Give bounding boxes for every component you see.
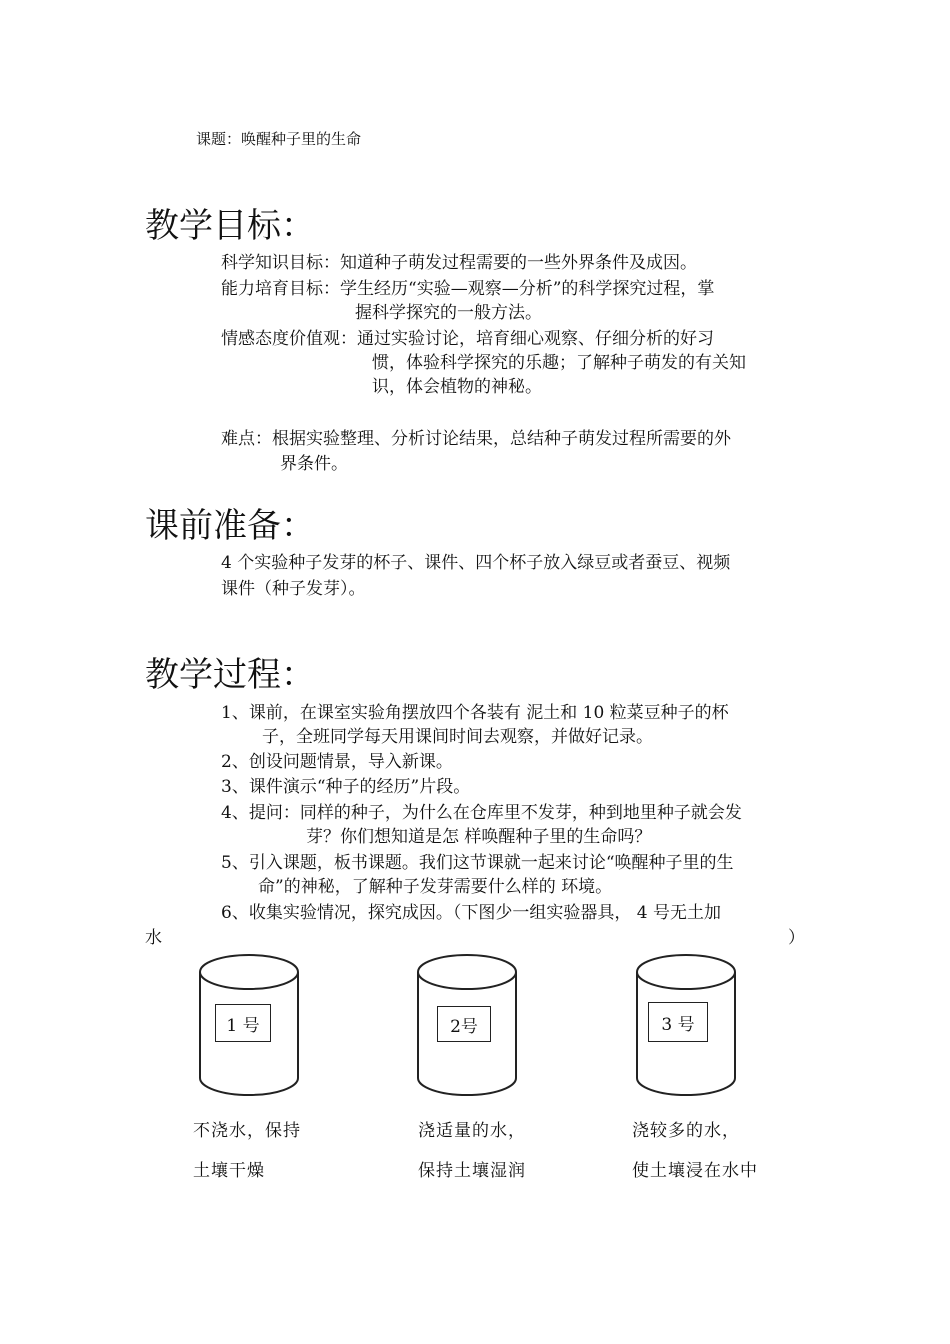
goal-ability-line1: 能力培育目标：学生经历“实验—观察—分析”的科学探究过程，掌 <box>221 279 715 299</box>
difficulty-line1: 难点：根据实验整理、分析讨论结果，总结种子萌发过程所需要的外 <box>221 429 731 449</box>
goal-emotion-line2: 惯，体验科学探究的乐趣；了解种子萌发的有关知 <box>372 353 746 373</box>
difficulty-line2: 界条件。 <box>280 454 348 474</box>
step1-line1: 1、课前，在课室实验角摆放四个各装有 泥土和 10 粒菜豆种子的杯 <box>221 703 729 723</box>
step6-line2-start: 水 <box>145 928 162 948</box>
step5-line2: 命”的神秘，了解种子发芽需要什么样的 环境。 <box>258 877 613 897</box>
process-heading: 教学过程： <box>145 655 315 695</box>
step4-line1: 4、提问：同样的种子，为什么在仓库里不发芽，种到地里种子就会发 <box>221 803 742 823</box>
cup-1-caption-line2: 土壤干燥 <box>193 1161 265 1181</box>
step6-line2-end: ） <box>788 928 805 948</box>
goal-emotion-line3: 识，体会植物的神秘。 <box>372 377 542 397</box>
cup-2-caption-line1: 浇适量的水， <box>418 1121 526 1141</box>
step1-line2: 子，全班同学每天用课间时间去观察，并做好记录。 <box>262 727 653 747</box>
cup-3 <box>632 950 740 1100</box>
step5-line1: 5、引入课题，板书课题。我们这节课就一起来讨论“唤醒种子里的生 <box>221 853 734 873</box>
cup-1-caption-line1: 不浇水，保持 <box>193 1121 301 1141</box>
goal-ability-line2: 握科学探究的一般方法。 <box>355 303 542 323</box>
cup-label: 2号 <box>437 1006 491 1042</box>
step4-line2: 芽？你们想知道是怎 样唤醒种子里的生命吗？ <box>306 827 652 847</box>
cup-label: 3 号 <box>648 1002 708 1042</box>
topic-line: 课题：唤醒种子里的生命 <box>196 130 362 148</box>
step6-line1: 6、收集实验情况，探究成因。（下图少一组实验器具， 4 号无土加 <box>221 903 721 923</box>
step3: 3、课件演示“种子的经历”片段。 <box>221 777 471 797</box>
cup-3-caption-line2: 使土壤浸在水中 <box>632 1161 758 1181</box>
prep-heading: 课前准备： <box>145 506 315 546</box>
prep-line1: 4 个实验种子发芽的杯子、课件、四个杯子放入绿豆或者蚕豆、视频 <box>221 553 731 573</box>
prep-line2: 课件（种子发芽）。 <box>221 579 366 599</box>
cup-2-caption-line2: 保持土壤湿润 <box>418 1161 526 1181</box>
goals-heading: 教学目标： <box>145 206 315 246</box>
cup-label: 1 号 <box>215 1004 271 1042</box>
cup-1 <box>195 950 303 1100</box>
cup-2 <box>413 950 521 1100</box>
goal-knowledge: 科学知识目标：知道种子萌发过程需要的一些外界条件及成因。 <box>221 253 697 273</box>
cup-3-caption-line1: 浇较多的水， <box>632 1121 740 1141</box>
goal-emotion-line1: 情感态度价值观：通过实验讨论，培育细心观察、仔细分析的好习 <box>221 329 714 349</box>
step2: 2、创设问题情景，导入新课。 <box>221 752 453 772</box>
